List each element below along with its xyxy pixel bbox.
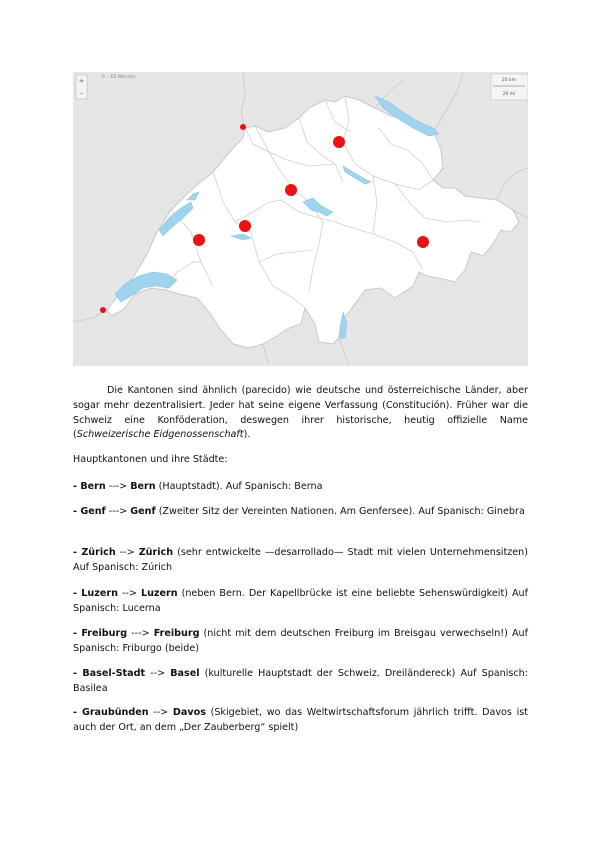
scale-mi: 20 mi bbox=[502, 92, 516, 97]
zoom-in-button[interactable]: + bbox=[78, 77, 85, 85]
canton-description: (kulturelle Hauptstadt der Schweiz. Dreiländereck) Auf Spanisch: Basilea bbox=[73, 668, 528, 694]
arrow: ---> bbox=[127, 628, 154, 639]
canton-description: (Skigebiet, wo das Weltwirtschaftsforum jährlich trifft. Davos ist auch der Ort, an dem „Der Zauberberg“ spielt) bbox=[73, 707, 529, 733]
canton-name: - Bern bbox=[73, 481, 106, 492]
canton-name: - Luzern bbox=[73, 588, 118, 599]
arrow: --> bbox=[148, 707, 173, 718]
canton-item-basel bbox=[73, 667, 528, 697]
canton-name: - Basel-Stadt bbox=[73, 668, 146, 679]
scale-bar bbox=[491, 74, 528, 100]
canton-description: (Zweiter Sitz der Vereinten Nationen. Am Genfersee). Auf Spanisch: Ginebra bbox=[155, 506, 525, 517]
canton-name: - Genf bbox=[73, 506, 106, 517]
city-name: Basel bbox=[170, 668, 200, 679]
arrow: --> bbox=[117, 588, 141, 599]
city-name: Davos bbox=[172, 707, 206, 718]
marker-bern[interactable] bbox=[239, 220, 251, 232]
city-name: Bern bbox=[130, 481, 156, 492]
canton-name: - Graubünden bbox=[73, 707, 149, 718]
canton-item-genf bbox=[73, 505, 528, 520]
intro-text-1: Die Kantonen sind ähnlich (parecido) wie deutsche und österreichische Länder, aber sogar mehr dezentralisiert. Jeder hat seine eigene Verfassung (Constitución). Früher war die Schweiz eine Konföderation, deswegen ihrer historische, heutig offizielle Name ( bbox=[73, 385, 528, 441]
intro-text-2: ). bbox=[243, 429, 251, 441]
city-name: Zürich bbox=[138, 547, 174, 558]
marker-genf[interactable] bbox=[100, 307, 106, 313]
section-heading: Hauptkantonen und ihre Städte: bbox=[73, 454, 228, 465]
canton-item-luzern bbox=[73, 587, 528, 617]
city-name: Genf bbox=[130, 506, 156, 517]
marker-freiburg[interactable] bbox=[193, 234, 205, 246]
marker-davos[interactable] bbox=[417, 236, 429, 248]
arrow: ---> bbox=[105, 506, 131, 517]
switzerland-map[interactable] bbox=[73, 72, 528, 366]
canton-description: (sehr entwickelte —desarrollado— Stadt mit vielen Unternehmensitzen) Auf Spanisch: Zúrich bbox=[73, 547, 529, 573]
canton-item-graubuenden bbox=[73, 706, 528, 736]
scale-km: 20 km bbox=[501, 78, 517, 83]
city-name: Luzern bbox=[140, 588, 178, 599]
canton-name: - Freiburg bbox=[73, 628, 128, 639]
map-credit: © – EE Monster bbox=[101, 75, 136, 80]
marker-zurich[interactable] bbox=[333, 136, 345, 148]
canton-item-bern bbox=[73, 480, 528, 495]
intro-italic-name: Schweizerische Eidgenossenschaft bbox=[76, 429, 244, 441]
canton-item-freiburg bbox=[73, 627, 528, 657]
canton-description: (nicht mit dem deutschen Freiburg im Breisgau verwechseln!) Auf Spanisch: Friburgo (beide) bbox=[73, 628, 528, 654]
map-canvas bbox=[73, 72, 528, 366]
canton-description: (neben Bern. Der Kapellbrücke ist eine beliebte Sehenswürdigkeit) Auf Spanisch: Lucerna bbox=[73, 588, 529, 614]
zoom-control[interactable] bbox=[76, 75, 87, 99]
arrow: --> bbox=[115, 547, 139, 558]
marker-luzern[interactable] bbox=[285, 184, 297, 196]
city-name: Freiburg bbox=[153, 628, 200, 639]
arrow: ---> bbox=[105, 481, 131, 492]
zoom-out-button[interactable]: – bbox=[79, 89, 84, 97]
intro-paragraph bbox=[73, 384, 528, 443]
canton-description: (Hauptstadt). Auf Spanisch: Berna bbox=[155, 481, 323, 492]
canton-name: - Zürich bbox=[73, 547, 116, 558]
canton-item-zurich bbox=[73, 546, 528, 576]
marker-basel[interactable] bbox=[240, 124, 246, 130]
arrow: --> bbox=[145, 668, 171, 679]
